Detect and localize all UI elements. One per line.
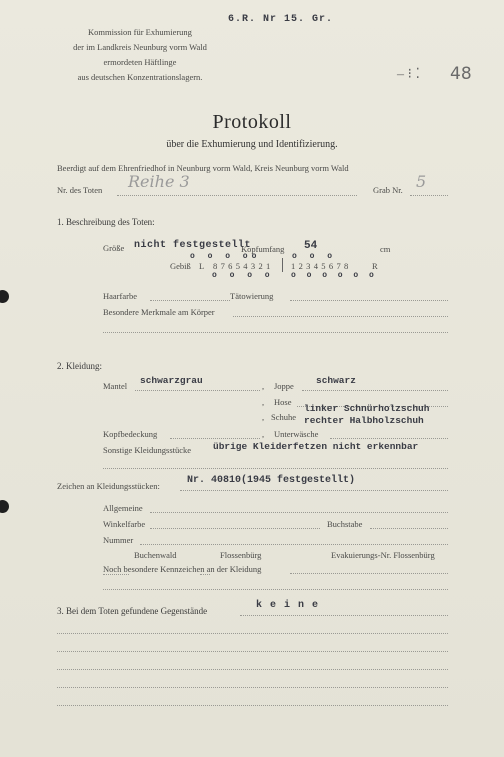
section1-heading: 1. Beschreibung des Toten: (57, 217, 155, 227)
number-label: Nummer (103, 535, 134, 545)
underwear-label: Unterwäsche (274, 429, 319, 439)
section2-heading: 2. Kleidung: (57, 361, 102, 371)
section3-heading: 3. Bei dem Toten gefundene Gegenstände (57, 606, 208, 616)
org-line-4: aus deutschen Konzentrationslagern. (77, 72, 203, 82)
teeth-right-marker: R (372, 261, 378, 271)
section3-value: k e i n e (256, 600, 320, 611)
teeth-marks-top-right: o o o (292, 252, 337, 261)
other-clothes-label: Sonstige Kleidungsstücke (103, 445, 192, 455)
other-clothes-value: übrige Kleiderfetzen nicht erkennbar (213, 441, 419, 452)
tattoo-label: Tätowierung (230, 291, 274, 301)
jacket-label: Joppe (274, 381, 294, 391)
typed-reference: 6.R. Nr 15. Gr. (228, 14, 334, 25)
punch-hole-bottom (0, 500, 9, 513)
camp-buchenwald: Buchenwald (134, 550, 177, 560)
head-label: Kopfumfang (241, 244, 285, 254)
teeth-marks-bottom: o o o o (212, 271, 274, 280)
teeth-marks-top: o o o oo (190, 252, 261, 261)
page-subtitle: über die Exhumierung und Identifizierung. (166, 139, 338, 150)
punch-hole-top (0, 290, 9, 303)
evacuation-number-label: Evakuierungs-Nr. Flossenbürg (331, 550, 435, 560)
teeth-digits-left: 8 7 6 5 4 3 2 1 (213, 261, 271, 271)
page-title: Protokoll (212, 111, 292, 133)
size-value: nicht festgestellt (134, 240, 252, 251)
coat-value: schwarzgrau (140, 375, 203, 386)
marks-label: Besondere Merkmale am Körper (103, 307, 215, 317)
letter-label: Buchstabe (327, 519, 363, 529)
hair-label: Haarfarbe (103, 291, 137, 301)
dead-no-label: Nr. des Toten (57, 185, 103, 195)
general-label: Allgemeine (103, 503, 143, 513)
dead-no-value: Reihe 3 (128, 172, 190, 191)
grave-no-label: Grab Nr. (373, 185, 403, 195)
teeth-digits-right: 1 2 3 4 5 6 7 8 (291, 261, 349, 271)
burial-line: Beerdigt auf dem Ehrenfriedhof in Neunburg vorm Wald, Kreis Neunburg vorm Wald (57, 163, 349, 173)
head-value: 54 (304, 240, 318, 252)
headwear-label: Kopfbedeckung (103, 429, 158, 439)
clothing-marks-value: Nr. 40810(1945 festgestellt) (187, 475, 356, 486)
shoes-value-2: rechter Halbholzschuh (304, 415, 424, 426)
page-number: 48 (450, 64, 472, 84)
clothing-marks-label: Zeichen an Kleidungsstücken: (57, 481, 160, 491)
org-line-3: ermordeten Häftlinge (103, 57, 177, 67)
org-line-1: Kommission für Exhumierung (88, 27, 192, 37)
angle-color-label: Winkelfarbe (103, 519, 146, 529)
protocol-document: 6.R. Nr 15. Gr. Kommission für Exhumierung der im Landkreis Neunburg vorm Wald ermordeten Häftlinge aus deutschen Konzentrationslagern. – ⁝ ⁚ 48 Protokoll über die Exhumierung und Identifizierung. Beerdigt auf dem Ehrenfriedhof in Neunburg vorm Wald, Kreis Neunburg vorm Wald Nr. des Toten Reihe 3 Grab Nr. 5 1. Beschreibung des Toten: Größe nicht festgestellt Kopfumfang 54 cm o o o oo o o o Gebiß L 8 7 6 5 4 3 2 1 1 2 3 4 5 6 7 8 R o o o o o o o o o o Haarfarbe Tätowierung Besondere Merkmale am Körper 2. Kleidung: Mantel schwarzgrau , Joppe schwarz , Hose , Schuhe linker Schnürholzschuh rechter Halbholzschuh Kopfbedeckung , Unterwäsche Sonstige Kleidungsstücke übrige Kleiderfetzen nicht erkennbar Zeichen an Kleidungsstücken: Nr. 40810(1945 festgestellt) Allgemeine Winkelfarbe Buchstabe Nummer Buchenwald Flossenbürg Evakuierungs-Nr. Flossenbürg Noch besondere Kennzeichen an der Kleidung 3. Bei dem Toten gefundene Gegenstände k e i n e (0, 0, 504, 757)
coat-label: Mantel (103, 381, 128, 391)
org-line-2: der im Landkreis Neunburg vorm Wald (73, 42, 207, 52)
teeth-left-marker: L (199, 261, 205, 271)
size-label: Größe (103, 243, 125, 253)
jacket-value: schwarz (316, 375, 356, 386)
teeth-marks-bottom-right: o o o o o o (291, 271, 377, 280)
trousers-label: Hose (274, 397, 292, 407)
shoes-value-1: linker Schnürholzschuh (304, 403, 430, 414)
camp-flossenbuerg: Flossenbürg (220, 550, 262, 560)
shoes-label: Schuhe (271, 412, 297, 422)
grave-no-value: 5 (416, 172, 427, 191)
teeth-label: Gebiß (170, 261, 191, 271)
cm-label: cm (380, 244, 391, 254)
other-marks-label: Noch besondere Kennzeichen an der Kleidung (103, 564, 262, 574)
page-number-mark: – ⁝ ⁚ (397, 67, 420, 82)
